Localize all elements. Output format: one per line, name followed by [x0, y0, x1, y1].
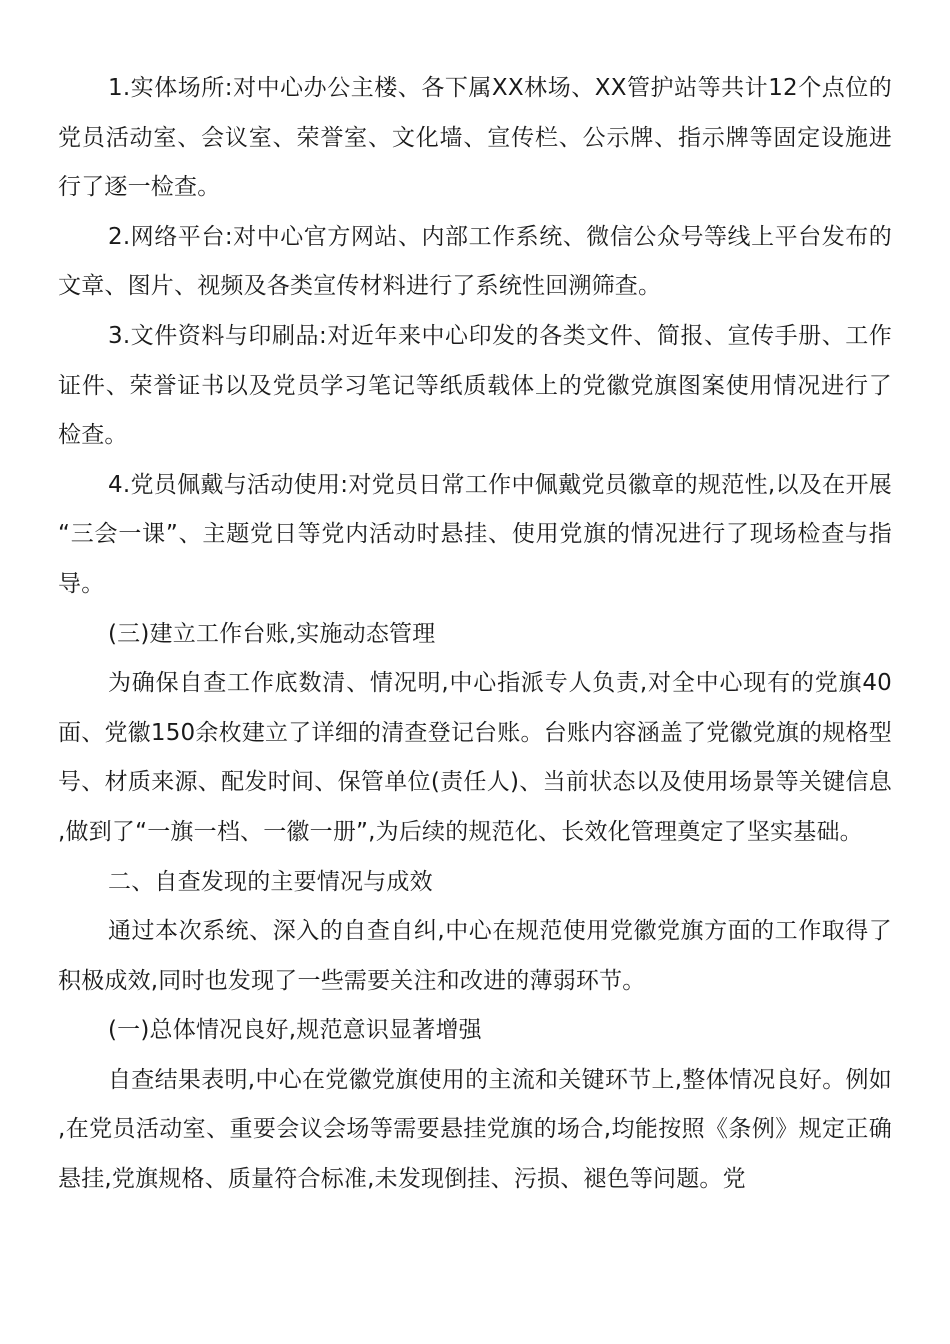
paragraph-findings-intro: 通过本次系统、深入的自查自纠,中心在规范使用党徽党旗方面的工作取得了积极成效,同时也发现了一些需要关注和改进的薄弱环节。 — [58, 918, 892, 994]
paragraph-network-platforms: 2.网络平台:对中心官方网站、内部工作系统、微信公众号等线上平台发布的文章、图片、视频及各类宣传材料进行了系统性回溯筛查。 — [58, 223, 892, 300]
paragraph-ledger-details: 为确保自查工作底数清、情况明,中心指派专人负责,对全中心现有的党旗40面、党徽150余枚建立了详细的清查登记台账。台账内容涵盖了党徽党旗的规格型号、材质来源、配发时间、保管单位(责任人)、当前状态以及使用场景等关键信息,做到了“一旗一档、一徽一册”,为后续的规范化、长效化管理奠定了坚实基础。 — [58, 670, 892, 845]
document-page — [58, 64, 892, 1205]
paragraph-member-badge-usage: 4.党员佩戴与活动使用:对党员日常工作中佩戴党员徽章的规范性,以及在开展“三会一课”、主题党日等党内活动时悬挂、使用党旗的情况进行了现场检查与指导。 — [58, 471, 892, 597]
paragraph-physical-sites: 1.实体场所:对中心办公主楼、各下属XX林场、XX管护站等共计12个点位的党员活动室、会议室、荣誉室、文化墙、宣传栏、公示牌、指示牌等固定设施进行了逐一检查。 — [58, 75, 892, 201]
paragraph-overall-results: 自查结果表明,中心在党徽党旗使用的主流和关键环节上,整体情况良好。例如,在党员活动室、重要会议会场等需要悬挂党旗的场合,均能按照《条例》规定正确悬挂,党旗规格、质量符合标准,未发现倒挂、污损、褪色等问题。党 — [58, 1066, 892, 1193]
chapter-heading-findings: 二、自查发现的主要情况与成效 — [108, 868, 433, 895]
paragraph-documents-print: 3.文件资料与印刷品:对近年来中心印发的各类文件、简报、宣传手册、工作证件、荣誉证书以及党员学习笔记等纸质载体上的党徽党旗图案使用情况进行了检查。 — [58, 322, 892, 449]
section-heading-overall-good: (一)总体情况良好,规范意识显著增强 — [108, 1017, 482, 1044]
section-heading-ledger: (三)建立工作台账,实施动态管理 — [108, 620, 436, 647]
